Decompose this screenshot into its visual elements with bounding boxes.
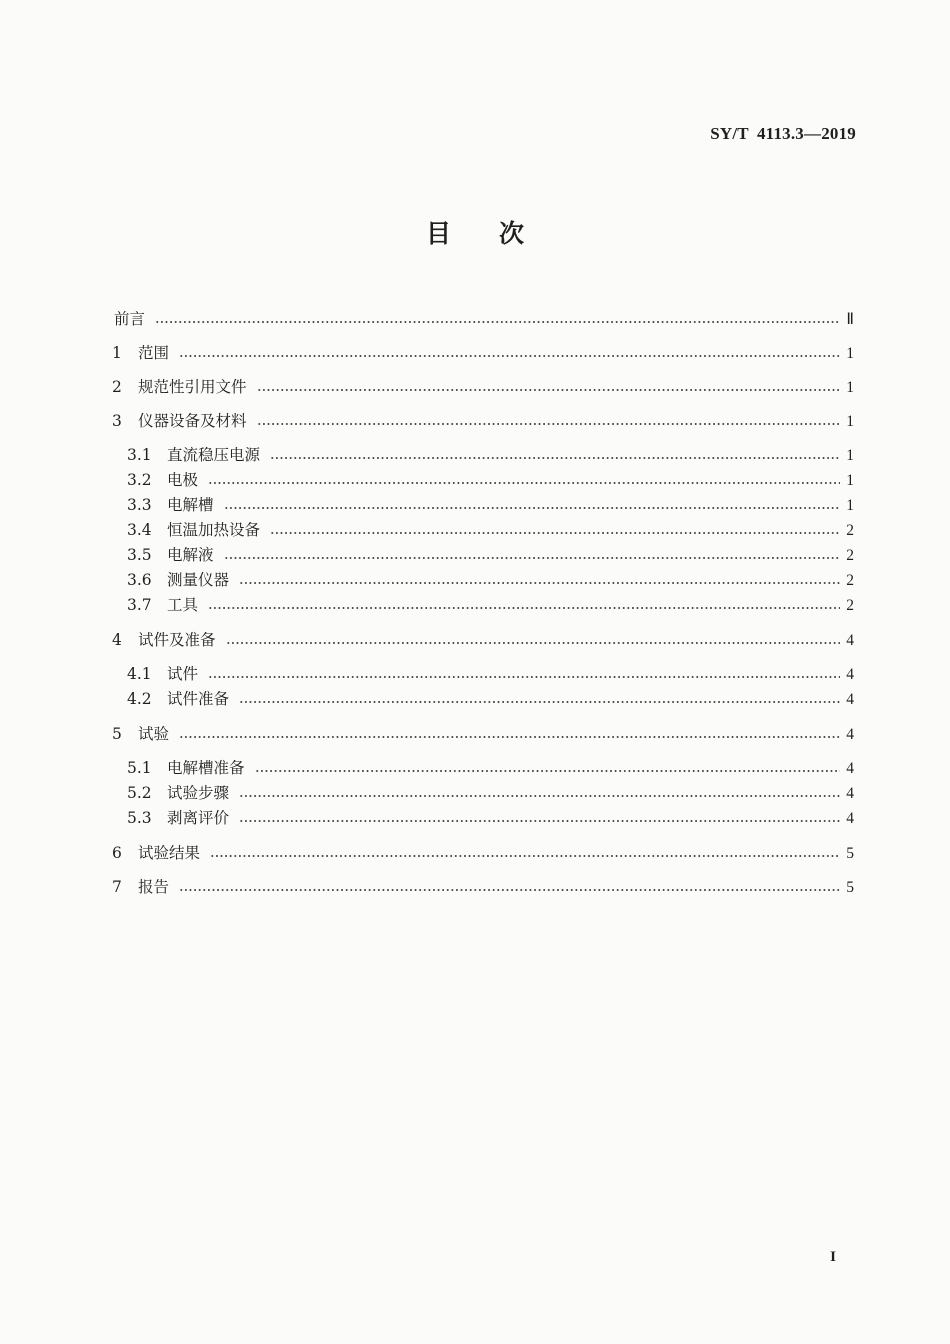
toc-entry-label: 测量仪器	[167, 571, 230, 589]
toc-entry-3-7[interactable]	[127, 594, 854, 616]
toc-entry-page: 5	[846, 879, 854, 896]
toc-entry-label: 范围	[138, 344, 170, 362]
toc-entry-5-1[interactable]	[127, 757, 854, 779]
toc-entry-label: 仪器设备及材料	[138, 412, 247, 430]
toc-entry-5-3[interactable]	[127, 807, 854, 829]
toc-entry-page: 1	[846, 413, 854, 430]
toc-entry-label: 工具	[167, 596, 199, 614]
toc-entry-page: 1	[846, 497, 854, 514]
toc-leader-dots	[179, 355, 840, 357]
toc-entry-label: 报告	[138, 878, 170, 896]
toc-entry-number: 3.5	[127, 546, 152, 564]
toc-leader-dots	[239, 582, 840, 584]
toc-entry-3-6[interactable]	[127, 569, 854, 591]
page-number: I	[830, 1249, 836, 1265]
toc-entry-number: 3.1	[127, 446, 152, 464]
toc-entry-number: 5.3	[127, 809, 152, 827]
toc-entry-number: 3.2	[127, 471, 152, 489]
toc-leader-dots	[208, 676, 840, 678]
toc-entry-number: 5	[112, 725, 122, 743]
toc-leader-dots	[224, 507, 840, 509]
toc-entry-page: 1	[846, 447, 854, 464]
toc-leader-dots	[155, 321, 840, 323]
toc-leader-dots	[255, 770, 840, 772]
toc-entry-page: Ⅱ	[846, 311, 854, 328]
toc-entry-3-1[interactable]	[127, 444, 854, 466]
toc-entry-page: 4	[846, 666, 854, 683]
toc-entry-page: 1	[846, 345, 854, 362]
toc-entry-page: 4	[846, 691, 854, 708]
toc-entry-label: 恒温加热设备	[167, 521, 261, 539]
toc-leader-dots	[224, 557, 840, 559]
toc-entry-6[interactable]	[112, 842, 854, 864]
toc-entry-3-5[interactable]	[127, 544, 854, 566]
toc-entry-3-2[interactable]	[127, 469, 854, 491]
toc-entry-number: 4	[112, 631, 122, 649]
toc-entry-label: 试件及准备	[138, 631, 216, 649]
toc-entry-number: 3	[112, 412, 122, 430]
toc-entry-number: 2	[112, 378, 122, 396]
toc-entry-label: 剥离评价	[167, 809, 230, 827]
toc-entry-5-2[interactable]	[127, 782, 854, 804]
toc-entry-label: 电极	[167, 471, 199, 489]
toc-leader-dots	[179, 889, 840, 891]
toc-entry-page: 1	[846, 379, 854, 396]
toc-leader-dots	[226, 642, 840, 644]
toc-leader-dots	[179, 736, 840, 738]
toc-entry-number: 3.4	[127, 521, 152, 539]
toc-entry-5[interactable]	[112, 723, 854, 745]
toc-leader-dots	[239, 701, 840, 703]
standard-number: SY/T 4113.3—2019	[710, 124, 856, 143]
toc-leader-dots	[239, 795, 840, 797]
toc-entry-label: 试验	[138, 725, 170, 743]
toc-entry-label: 直流稳压电源	[167, 446, 261, 464]
toc-entry-label: 电解液	[167, 546, 214, 564]
toc-entry-7[interactable]	[112, 876, 854, 898]
toc-title: 目次	[425, 219, 572, 248]
toc-entry-2[interactable]	[112, 376, 854, 398]
toc-leader-dots	[270, 457, 840, 459]
toc-entry-page: 4	[846, 785, 854, 802]
toc-leader-dots	[239, 820, 840, 822]
toc-entry-page: 2	[846, 572, 854, 589]
toc-entry-number: 3.6	[127, 571, 152, 589]
toc-entry-label: 试验结果	[138, 844, 201, 862]
toc-entry-label: 电解槽	[167, 496, 214, 514]
toc-entry-page: 2	[846, 522, 854, 539]
toc-entry-label: 试件	[167, 665, 199, 683]
toc-entry-number: 3.3	[127, 496, 152, 514]
toc-entry-4[interactable]	[112, 629, 854, 651]
toc-entry-foreword[interactable]	[114, 308, 854, 330]
toc-entry-label: 前言	[114, 310, 146, 328]
toc-leader-dots	[257, 423, 840, 425]
toc-entry-page: 4	[846, 810, 854, 827]
toc-entry-number: 4.1	[127, 665, 152, 683]
toc-entry-3-4[interactable]	[127, 519, 854, 541]
toc-entry-page: 2	[846, 547, 854, 564]
toc-entry-page: 5	[846, 845, 854, 862]
toc-entry-page: 1	[846, 472, 854, 489]
toc-entry-number: 3.7	[127, 596, 152, 614]
toc-entry-label: 试件准备	[167, 690, 230, 708]
toc-leader-dots	[210, 855, 840, 857]
toc-leader-dots	[270, 532, 840, 534]
toc-entry-label: 电解槽准备	[167, 759, 245, 777]
toc-entry-number: 5.2	[127, 784, 152, 802]
toc-entry-page: 4	[846, 726, 854, 743]
toc-leader-dots	[257, 389, 840, 391]
toc-entry-page: 2	[846, 597, 854, 614]
toc-entry-number: 6	[112, 844, 122, 862]
toc-entry-1[interactable]	[112, 342, 854, 364]
toc-entry-3-3[interactable]	[127, 494, 854, 516]
toc-entry-page: 4	[846, 760, 854, 777]
toc-entry-number: 1	[112, 344, 122, 362]
toc-leader-dots	[208, 607, 840, 609]
toc-entry-number: 5.1	[127, 759, 152, 777]
toc-entry-3[interactable]	[112, 410, 854, 432]
toc-entry-label: 规范性引用文件	[138, 378, 247, 396]
toc-entry-4-1[interactable]	[127, 663, 854, 685]
toc-leader-dots	[208, 482, 840, 484]
toc-entry-label: 试验步骤	[167, 784, 230, 802]
toc-entry-page: 4	[846, 632, 854, 649]
toc-entry-number: 4.2	[127, 690, 152, 708]
toc-entry-4-2[interactable]	[127, 688, 854, 710]
toc-entry-number: 7	[112, 878, 122, 896]
